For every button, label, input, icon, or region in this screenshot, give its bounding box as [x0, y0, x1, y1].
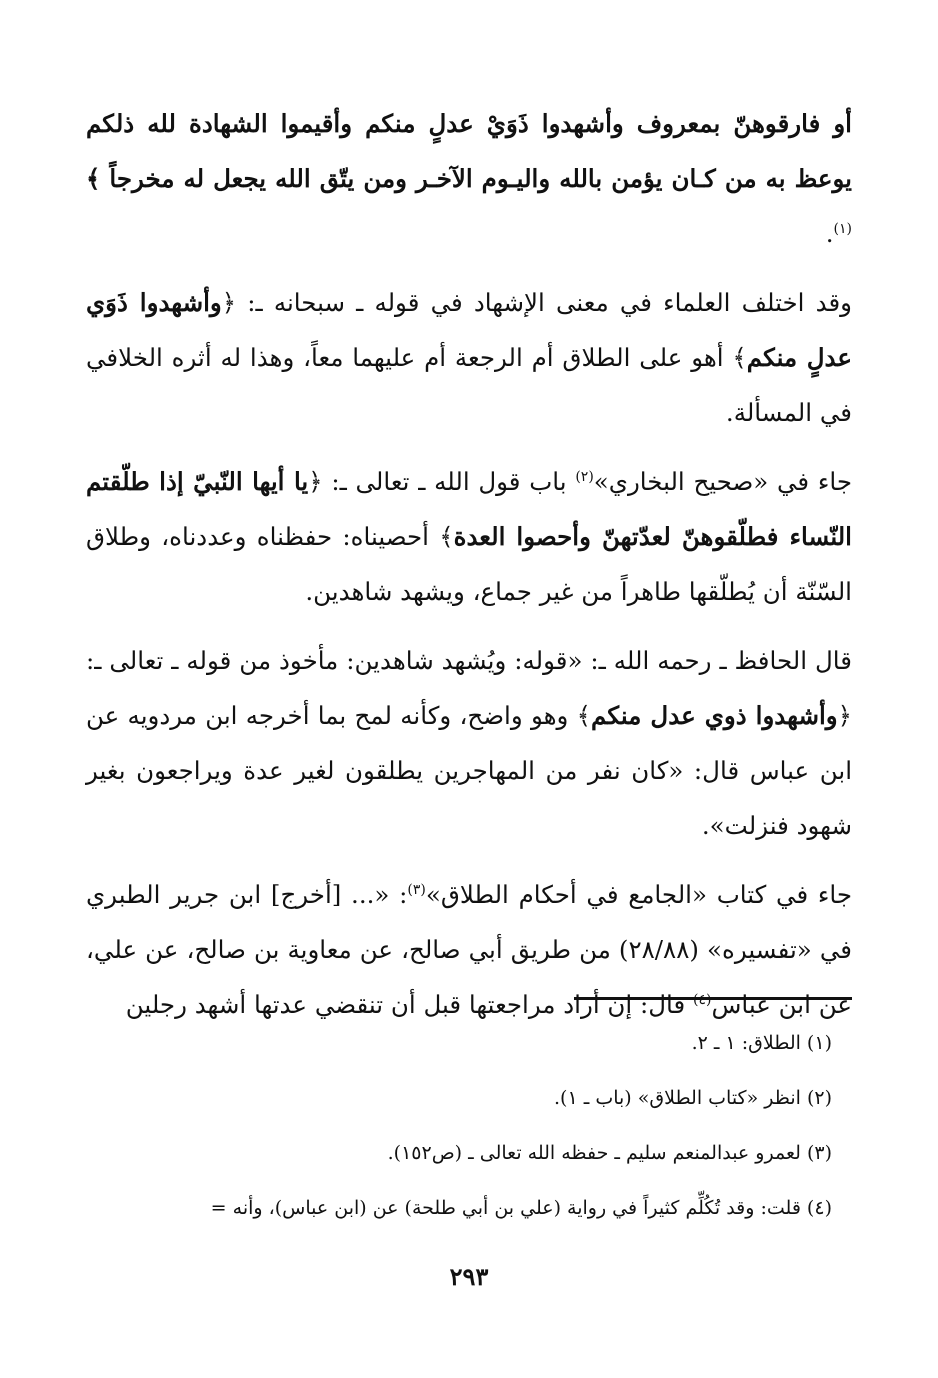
paragraph-4 — [86, 633, 852, 853]
footnote-ref-4: (٤) — [693, 991, 712, 1008]
footnote-1: (١) الطلاق: ١ ـ ٢. — [691, 1032, 832, 1054]
footnote-separator — [574, 997, 852, 1000]
paragraph-1 — [86, 96, 852, 261]
paragraph-2-text-a: وقد اختلف العلماء في معنى الإشهاد في قوله ـ سبحانه ـ: ﴿ — [221, 288, 852, 317]
paragraph-3-text-b: باب قول الله ـ تعالى ـ: ﴿ — [308, 467, 576, 496]
paragraph-3-text-c: ﴾ أحصيناه: حفظناه وعددناه، وطلاق السّنّة أن يُطلّقها طاهراً من غير جماع، ويشهد شاهدين. — [86, 522, 852, 606]
paragraph-5-text-c: قال: إن أراد مراجعتها قبل أن تنقضي عدتها أشهد رجلين — [125, 990, 694, 1019]
paragraph-2-text-b: ﴾ أهو على الطلاق أم الرجعة أم عليهما معاً، وهذا له أثره الخلافي في المسألة. — [86, 343, 852, 427]
paragraph-3-text-a: جاء في «صحيح البخاري» — [593, 467, 852, 496]
paragraph-2 — [86, 275, 852, 440]
paragraph-3 — [86, 454, 852, 619]
paragraph-5-text-a: جاء في كتاب «الجامع في أحكام الطلاق» — [425, 880, 853, 909]
footnote-ref-3: (٣) — [407, 881, 426, 898]
page-number: ٢٩٣ — [449, 1262, 489, 1291]
footnotes — [86, 1016, 832, 1236]
main-text — [86, 96, 852, 1046]
quran-quote: وأشهدوا ذوي عدل منكم — [591, 701, 838, 730]
footnote-ref-2: (٢) — [575, 468, 594, 485]
paragraph-5-text-b: : «... [أخرج] ابن جرير الطبري في «تفسيره» (٢٨/٨٨) من طريق أبي صالح، عن معاوية بن صالح، عن علي، عن ابن عباس — [86, 880, 852, 1019]
paragraph-4-text-b: ﴾ وهو واضح، وكأنه لمح بما أخرجه ابن مردويه عن ابن عباس قال: «كان نفر من المهاجرين يطلقون لغير عدة ويراجعون بغير شهود فنزلت». — [86, 701, 852, 840]
footnote-4: (٤) قلت: وقد تُكُلِّم كثيراً في رواية (علي بن أبي طلحة) عن (ابن عباس)، وأنه = — [210, 1197, 832, 1219]
footnote-2: (٢) انظر «كتاب الطلاق» (باب ـ ١). — [554, 1087, 832, 1109]
paragraph-4-text-a: قال الحافظ ـ رحمه الله ـ: «قوله: ويُشهد شاهدين: مأخوذ من قوله ـ تعالى ـ: ﴿ — [86, 646, 852, 730]
quran-quote: أو فارقوهنّ بمعروف وأشهدوا ذَوَيْ عدلٍ منكم وأقيموا الشهادة لله ذلكم يوعظ به من كـان يؤمن بالله واليـوم الآخـر ومن يتّق الله يجعل له مخرجاً ﴾ — [86, 109, 852, 193]
paragraph-5 — [86, 867, 852, 1032]
footnote-ref-1: (١) — [833, 220, 852, 237]
quran-quote: وأشهدوا ذَوَي عدلٍ منكم — [86, 288, 852, 372]
paragraph-1-tail: . — [825, 219, 834, 248]
footnote-3: (٣) لعمرو عبدالمنعم سليم ـ حفظه الله تعالى ـ (ص١٥٢). — [387, 1142, 832, 1164]
quran-quote: يا أيها النّبيّ إذا طلّقتم النّساء فطلّقوهنّ لعدّتهنّ وأحصوا العدة — [86, 467, 852, 551]
